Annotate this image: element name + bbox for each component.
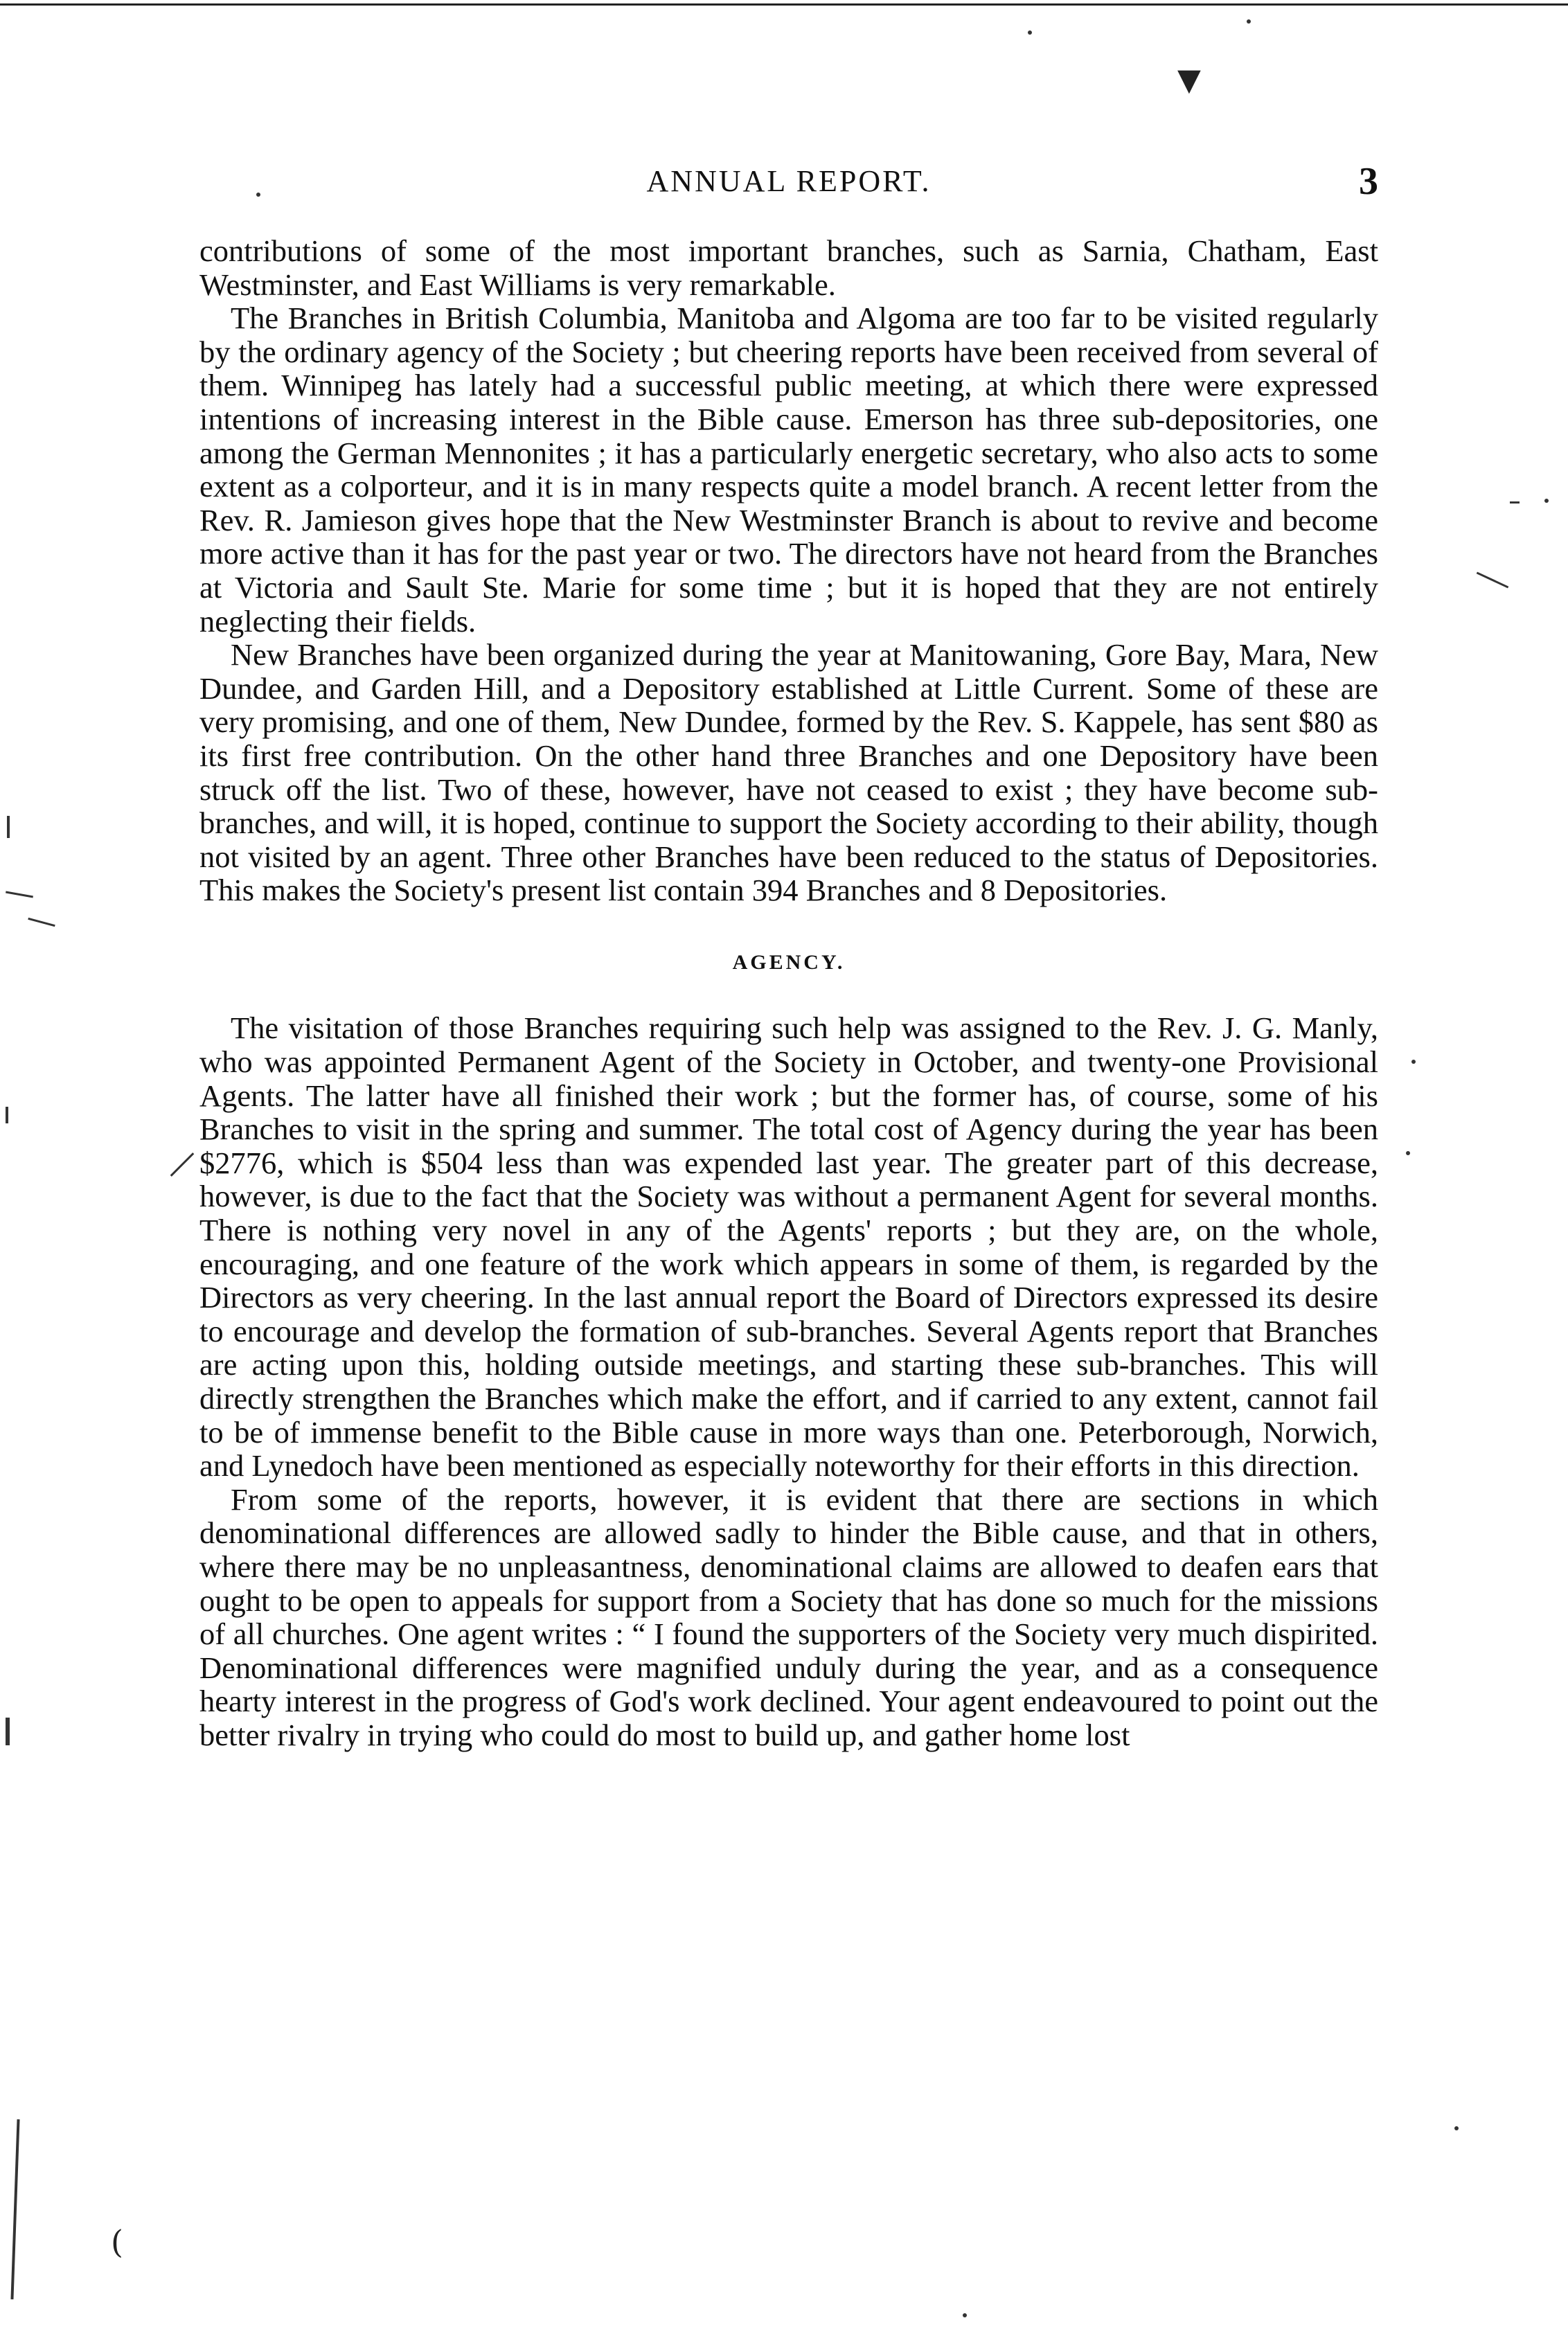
scan-speck [7, 816, 10, 838]
scan-speck [1510, 501, 1520, 504]
running-title: ANNUAL REPORT. [646, 164, 932, 198]
scan-speck [170, 1152, 195, 1177]
scan-speck [963, 2313, 967, 2317]
scan-speck [6, 1107, 8, 1123]
page-number: 3 [1359, 160, 1378, 203]
scan-speck [1544, 499, 1549, 503]
page-header [199, 160, 1378, 205]
paragraph: From some of the reports, however, it is evident that there are sections in which denominational differences are allowed sadly to hinder the Bible cause, and that in others, where there may be no unpleasantness, denominational claims are allowed to deafen ears that ought to be open to appeals for support from a Society that has done so much for the missions of all churches. One agent writes : “ I found the supporters of the Society very much dispirited. Denominational differences were magnified unduly during the year, and as a consequence hearty interest in the progress of God's work declined. Your agent endeavoured to point out the better rivalry in trying who could do most to build up, and gather home lost [199, 1481, 1378, 1752]
scan-speck [10, 2119, 19, 2299]
scan-speck [1477, 572, 1509, 589]
scan-speck [1247, 19, 1251, 24]
top-rule [0, 3, 1568, 6]
scan-speck [1406, 1151, 1410, 1155]
scan-speck [6, 1718, 10, 1745]
section-heading-agency: AGENCY. [732, 950, 846, 974]
scan-speck [6, 891, 33, 898]
paragraph: The Branches in British Columbia, Manitoba and Algoma are too far to be visited regularly by the ordinary agency of the Society ; but cheering reports have been received from several of them. Winnipeg has lately had a successful public meeting, at which there were expressed intentions of increasing interest in the Bible cause. Emerson has three sub-depositories, one among the German Mennonites ; it has a particularly energetic secretary, who also acts to some extent as a colporteur, and it is in many respects quite a model branch. A recent letter from the Rev. R. Jamieson gives hope that the New Westminster Branch is about to revive and become more active than it has for the past year or two. The directors have not heard from the Branches at Victoria and Sault Ste. Marie for some time ; but it is hoped that they are not entirely neglecting their fields. [199, 301, 1378, 639]
scan-speck [28, 918, 55, 927]
paragraph: The visitation of those Branches requiring such help was assigned to the Rev. J. G. Manly, who was appointed Permanent Agent of the Society in October, and twenty-one Provisional Agents. The latter have all finished their work ; but the former has, of course, some of his Branches to visit in the spring and summer. The total cost of Agency during the year has been $2776, which is $504 less than was expended last year. The greater part of this decrease, however, is due to the fact that the Society was without a permanent Agent for several months. There is nothing very novel in any of the Agents' reports ; but they are, on the whole, encouraging, and one feature of the work which appears in some of them, is regarded by the Directors as very cheering. In the last annual report the Board of Directors expressed its desire to encourage and develop the formation of sub-branches. Several Agents report that Branches are acting upon this, holding outside meetings, and starting these sub-branches. This will directly strengthen the Branches which make the effort, and if carried to any extent, cannot fail to be of immense benefit to the Bible cause in more ways than one. Peterborough, Norwich, and Lynedoch have been mentioned as especially noteworthy for their efforts in this direction. [199, 1010, 1378, 1484]
paragraph: contributions of some of the most important branches, such as Sarnia, Chatham, East Westminster, and East Williams is very remarkable. [199, 233, 1378, 302]
scan-speck [1454, 2126, 1459, 2130]
scan-speck [1028, 30, 1032, 35]
paragraph: New Branches have been organized during the year at Manitowaning, Gore Bay, Mara, New Dundee, and Garden Hill, and a Depository established at Little Current. Some of these are very promising, and one of them, New Dundee, formed by the Rev. S. Kappele, has sent $80 as its first free contribution. On the other hand three Branches and one Depository have been struck off the list. Two of these, however, have not ceased to exist ; they have become sub-branches, and will, it is hoped, continue to support the Society according to their ability, though not visited by an agent. Three other Branches have been reduced to the status of Depositories. This makes the Society's present list contain 394 Branches and 8 Depositories. [199, 637, 1378, 908]
body-text [199, 234, 1378, 1752]
scan-speck [1411, 1060, 1416, 1064]
scan-speck: ▼ [1177, 62, 1201, 98]
scan-speck: ( [111, 2223, 123, 2261]
